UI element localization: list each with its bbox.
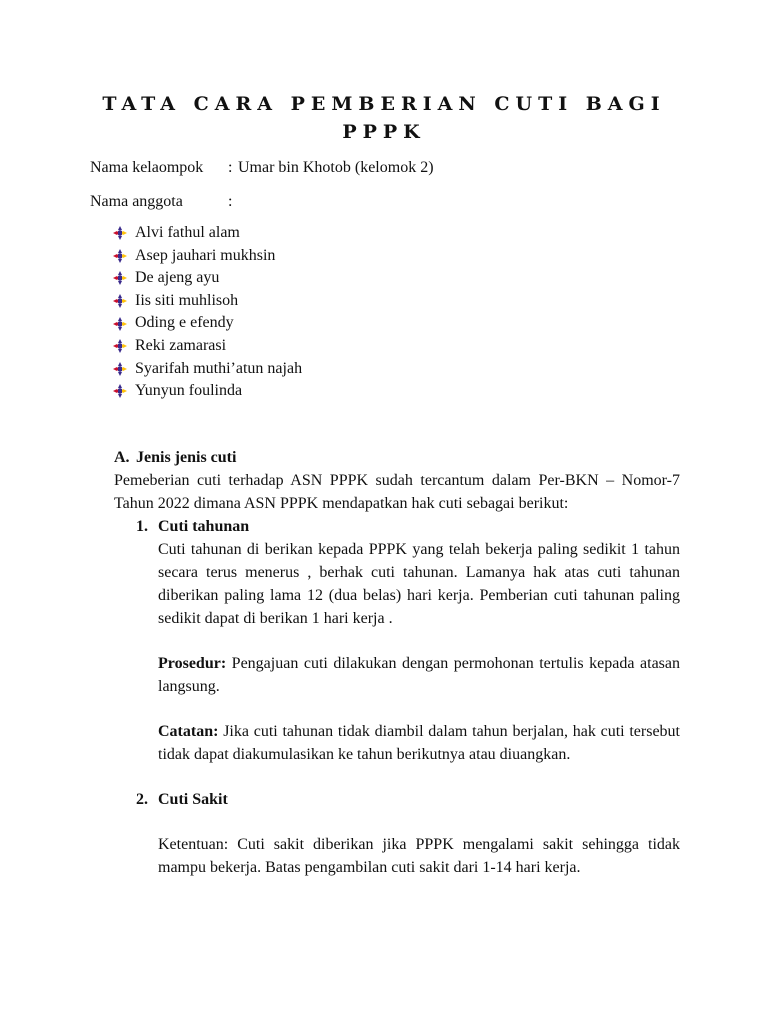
item-number: 1. — [136, 518, 148, 535]
member-name: Iis siti muhlisoh — [135, 291, 239, 309]
list-item — [112, 358, 302, 381]
item-cuti-sakit — [136, 788, 680, 879]
procedure-paragraph — [158, 652, 680, 698]
item-title: Cuti tahunan — [158, 518, 250, 535]
member-name: Yunyun foulinda — [135, 382, 243, 400]
list-item — [112, 267, 302, 290]
procedure-label: Prosedur: — [158, 655, 227, 672]
item-cuti-tahunan — [136, 515, 680, 788]
item-number: 2. — [136, 791, 148, 808]
group-name-label: Nama kelaompok — [90, 159, 204, 176]
item-title: Cuti Sakit — [158, 791, 228, 808]
members-label: Nama anggota — [90, 193, 183, 210]
four-way-arrow-bullet-icon — [112, 270, 128, 286]
item-heading — [136, 788, 680, 811]
member-name: Syarifah muthi’atun najah — [135, 359, 303, 377]
procedure-text: Pengajuan cuti dilakukan dengan permohonan tertulis kepada atasan langsung. — [158, 655, 680, 695]
section-letter: A. — [114, 449, 130, 466]
four-way-arrow-bullet-icon — [112, 248, 128, 264]
section-intro: Pemeberian cuti terhadap ASN PPPK sudah tercantum dalam Per-BKN – Nomor-7 Tahun 2022 dimana ASN PPPK mendapatkan hak cuti sebagai berikut: — [114, 472, 680, 512]
title-line-2: PPPK — [342, 121, 426, 143]
note-paragraph — [158, 720, 680, 766]
group-name-row — [90, 157, 434, 179]
list-item — [112, 312, 302, 335]
four-way-arrow-bullet-icon — [112, 293, 128, 309]
title-line-1: TATA CARA PEMBERIAN CUTI BAGI — [102, 93, 666, 115]
section-jenis-cuti — [114, 446, 680, 879]
four-way-arrow-bullet-icon — [112, 316, 128, 332]
four-way-arrow-bullet-icon — [112, 361, 128, 377]
member-name: Alvi fathul alam — [135, 224, 240, 241]
item-body — [158, 538, 680, 788]
four-way-arrow-bullet-icon — [112, 338, 128, 354]
note-text: Jika cuti tahunan tidak diambil dalam tahun berjalan, hak cuti tersebut tidak dapat diakumulasikan ke tahun berikutnya atau diuangkan. — [158, 723, 680, 763]
list-item — [112, 245, 302, 268]
spacer — [158, 698, 680, 720]
spacer — [158, 766, 680, 788]
list-item — [112, 380, 302, 403]
members-colon: : — [228, 193, 233, 210]
list-item — [112, 290, 302, 313]
section-heading — [114, 446, 680, 469]
spacer — [158, 811, 680, 833]
item-description: Cuti tahunan di berikan kepada PPPK yang telah bekerja paling sedikit 1 tahun secara terus menerus , berhak cuti tahunan. Lamanya hak atas cuti tahunan diberikan paling lama 12 (dua belas) hari kerja. Pemberian cuti tahunan paling sedikit dapat di berikan 1 hari kerja . — [158, 541, 680, 627]
item-body — [158, 811, 680, 879]
four-way-arrow-bullet-icon — [112, 225, 128, 241]
member-list — [112, 222, 302, 403]
member-name: Asep jauhari mukhsin — [135, 246, 276, 264]
group-name-value: Umar bin Khotob (kelomok 2) — [238, 159, 434, 176]
item-description: Ketentuan: Cuti sakit diberikan jika PPPK mengalami sakit sehingga tidak mampu bekerja. Batas pengambilan cuti sakit dari 1-14 hari kerja. — [158, 836, 680, 876]
list-item — [112, 222, 302, 245]
member-name: Reki zamarasi — [135, 336, 227, 354]
list-item — [112, 335, 302, 358]
document-title — [0, 90, 768, 146]
spacer — [158, 630, 680, 652]
member-name: Oding e efendy — [135, 314, 234, 332]
members-row — [90, 191, 238, 213]
four-way-arrow-bullet-icon — [112, 383, 128, 399]
group-name-colon: : — [228, 159, 233, 176]
item-heading — [136, 515, 680, 538]
note-label: Catatan: — [158, 723, 219, 740]
member-name: De ajeng ayu — [135, 269, 220, 287]
section-title: Jenis jenis cuti — [136, 449, 237, 466]
